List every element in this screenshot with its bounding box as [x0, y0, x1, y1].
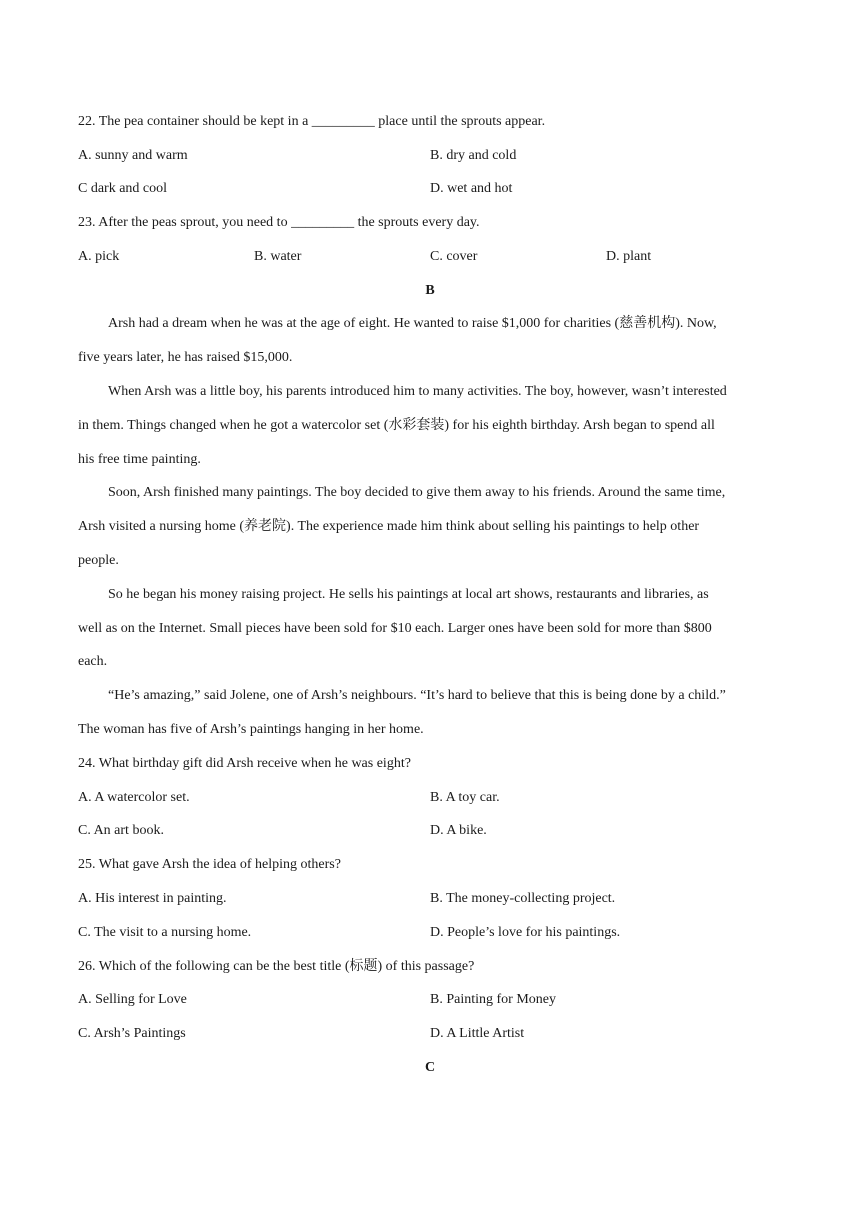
- passage-line: So he began his money raising project. He sells his paintings at local art shows, restaurants and libraries, as: [108, 587, 709, 602]
- passage-line: When Arsh was a little boy, his parents introduced him to many activities. The boy, however, wasn’t interested: [108, 384, 727, 399]
- q26-option-d: D. A Little Artist: [430, 1026, 525, 1041]
- passage-line: his free time painting.: [78, 452, 201, 467]
- q23-option-c: C. cover: [430, 249, 478, 264]
- q24-option-b: B. A toy car.: [430, 790, 500, 805]
- q25-option-b: B. The money-collecting project.: [430, 891, 616, 906]
- passage-line: “He’s amazing,” said Jolene, one of Arsh’s neighbours. “It’s hard to believe that this is being done by a child.”: [108, 688, 726, 703]
- q24-option-a: A. A watercolor set.: [78, 790, 190, 805]
- section-b-heading: B: [425, 283, 435, 298]
- passage-line: Arsh visited a nursing home (养老院). The experience made him think about selling his paintings to help other: [78, 519, 700, 534]
- passage-line: Soon, Arsh finished many paintings. The boy decided to give them away to his friends. Around the same time,: [108, 485, 726, 500]
- question-23: 23. After the peas sprout, you need to _________ the sprouts every day.: [78, 215, 480, 230]
- q26-option-a: A. Selling for Love: [78, 992, 187, 1007]
- q26-option-b: B. Painting for Money: [430, 992, 556, 1007]
- section-c-heading: C: [424, 1060, 436, 1075]
- q23-option-d: D. plant: [606, 249, 652, 264]
- q25-option-c: C. The visit to a nursing home.: [78, 925, 252, 940]
- question-24: 24. What birthday gift did Arsh receive when he was eight?: [78, 756, 411, 771]
- passage-line: well as on the Internet. Small pieces have been sold for $10 each. Larger ones have been sold for more than $800: [78, 621, 712, 636]
- passage-line: Arsh had a dream when he was at the age of eight. He wanted to raise $1,000 for charities (慈善机构). Now,: [108, 316, 717, 331]
- q26-option-c: C. Arsh’s Paintings: [78, 1026, 186, 1041]
- question-22: 22. The pea container should be kept in a _________ place until the sprouts appear.: [78, 114, 546, 129]
- q22-option-d: D. wet and hot: [430, 181, 513, 196]
- passage-line: The woman has five of Arsh’s paintings hanging in her home.: [78, 722, 424, 737]
- passage-line: people.: [78, 553, 119, 568]
- passage-line: each.: [78, 654, 108, 669]
- q22-option-a: A. sunny and warm: [78, 148, 188, 163]
- q23-option-b: B. water: [254, 249, 302, 264]
- q25-option-a: A. His interest in painting.: [78, 891, 227, 906]
- question-25: 25. What gave Arsh the idea of helping others?: [78, 857, 341, 872]
- q24-option-d: D. A bike.: [430, 823, 487, 838]
- q23-option-a: A. pick: [78, 249, 120, 264]
- q24-option-c: C. An art book.: [78, 823, 164, 838]
- passage-line: five years later, he has raised $15,000.: [78, 350, 293, 365]
- passage-line: in them. Things changed when he got a watercolor set (水彩套装) for his eighth birthday. Arsh began to spend all: [78, 418, 715, 433]
- q22-option-b: B. dry and cold: [430, 148, 517, 163]
- question-26: 26. Which of the following can be the best title (标题) of this passage?: [78, 959, 475, 974]
- q22-option-c: C dark and cool: [78, 181, 168, 196]
- q25-option-d: D. People’s love for his paintings.: [430, 925, 621, 940]
